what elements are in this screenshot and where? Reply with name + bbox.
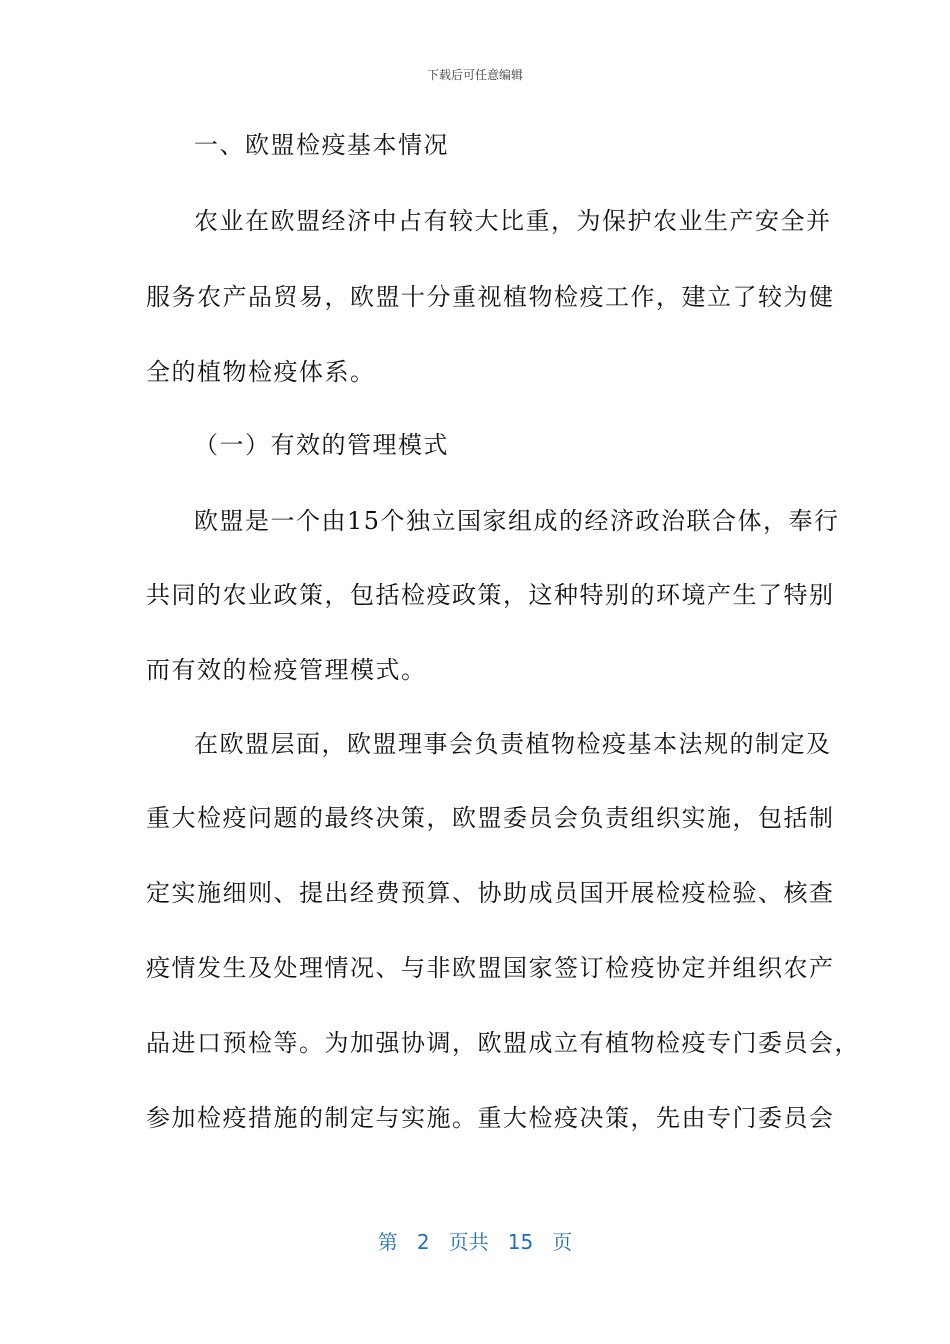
footer-suffix: 页 (552, 1230, 573, 1254)
paragraph-line: 欧盟是一个由15个独立国家组成的经济政治联合体，奉行 (194, 507, 840, 535)
footer-middle: 页共 (448, 1230, 489, 1254)
paragraph-line: 共同的农业政策，包括检疫政策，这种特别的环境产生了特别 (146, 581, 835, 609)
paragraph-line: 疫情发生及处理情况、与非欧盟国家签订检疫协定并组织农产 (146, 954, 835, 982)
paragraph-line: 重大检疫问题的最终决策，欧盟委员会负责组织实施，包括制 (146, 804, 835, 832)
page-footer (0, 1226, 950, 1255)
paragraph-line: 而有效的检疫管理模式。 (146, 656, 427, 684)
section-heading: 一、欧盟检疫基本情况 (194, 131, 449, 159)
paragraph-line: 农业在欧盟经济中占有较大比重，为保护农业生产安全并 (194, 207, 832, 235)
footer-prefix: 第 (377, 1230, 398, 1254)
paragraph-line: 全的植物检疫体系。 (146, 358, 376, 386)
subsection-heading: （一）有效的管理模式 (194, 431, 449, 459)
paragraph-line: 参加检疫措施的制定与实施。重大检疫决策，先由专门委员会 (146, 1104, 835, 1132)
paragraph-line: 在欧盟层面，欧盟理事会负责植物检疫基本法规的制定及 (194, 730, 832, 758)
paragraph-line: 服务农产品贸易，欧盟十分重视植物检疫工作，建立了较为健 (146, 283, 835, 311)
paragraph-line: 定实施细则、提出经费预算、协助成员国开展检疫检验、核查 (146, 879, 835, 907)
header-note: 下载后可任意编辑 (426, 68, 523, 82)
paragraph-line: 品进口预检等。为加强协调，欧盟成立有植物检疫专门委员会， (146, 1029, 860, 1057)
footer-total-pages: 15 (507, 1230, 534, 1254)
footer-current-page: 2 (416, 1230, 430, 1254)
